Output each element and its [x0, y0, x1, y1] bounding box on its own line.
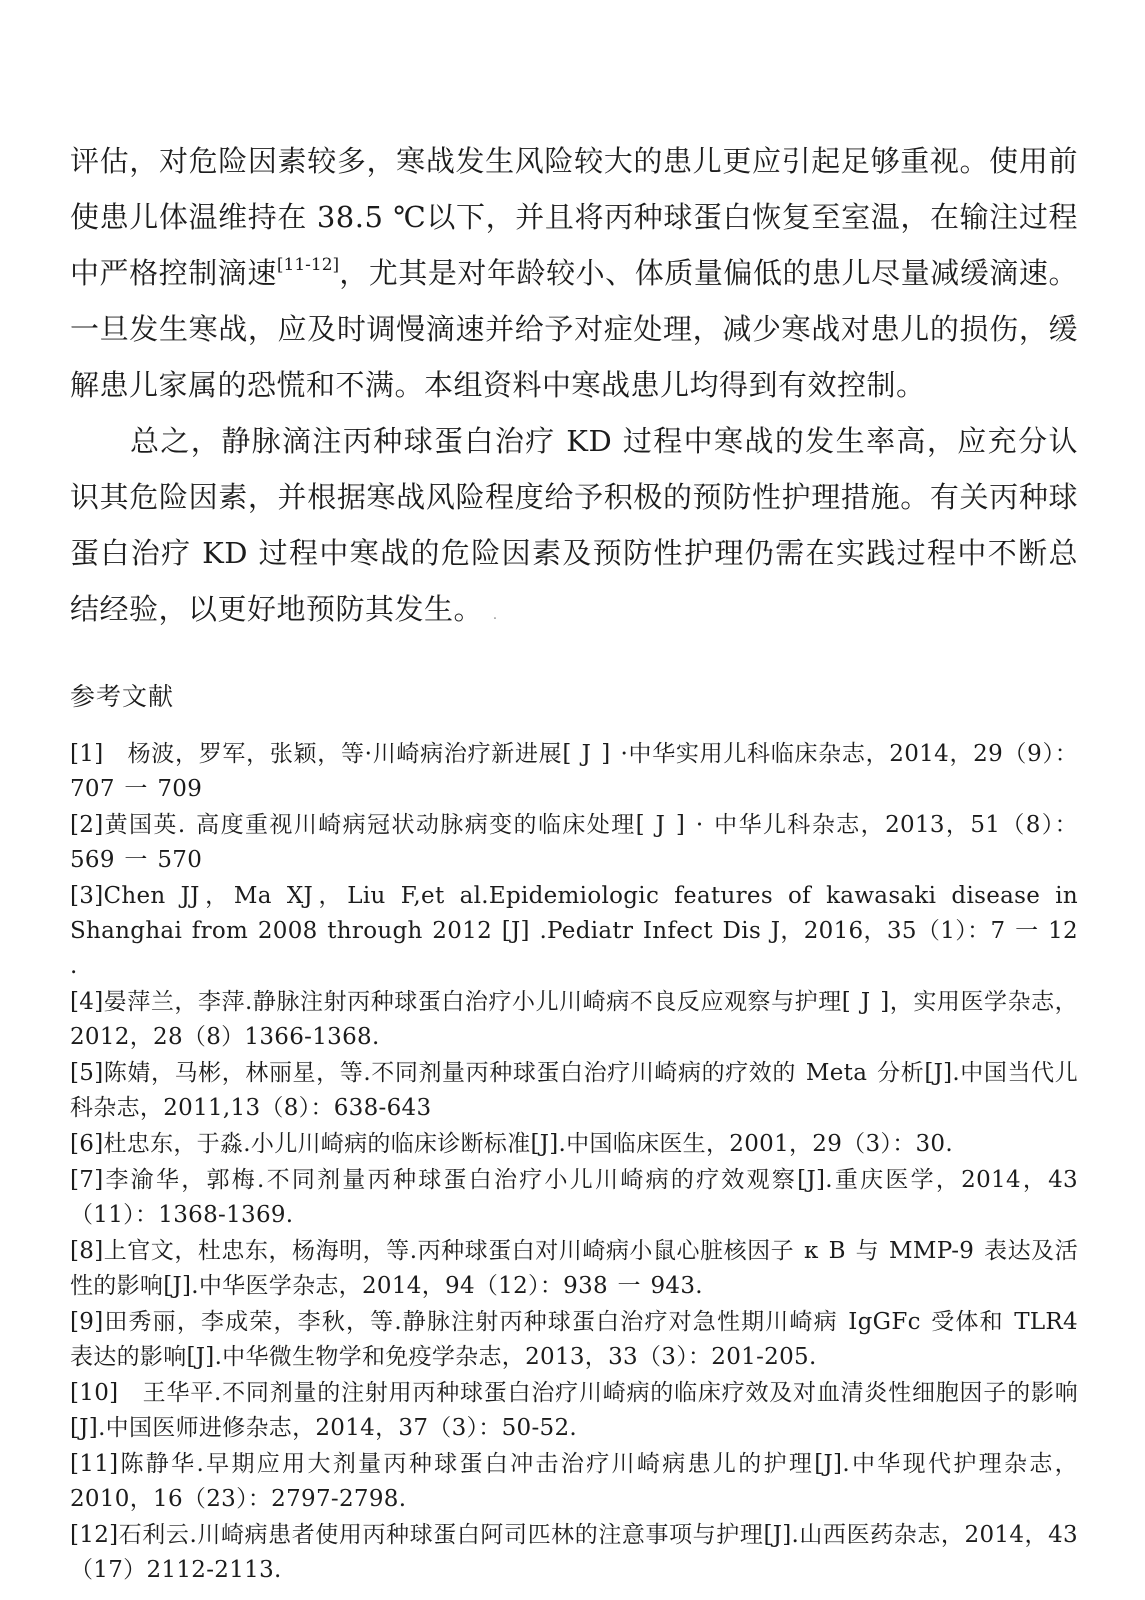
body-paragraph-1: [70, 133, 1078, 413]
reference-item-8: [8]上官文，杜忠东，杨海明，等.丙种球蛋白对川崎病小鼠心脏核因子 κ B 与 MMP-9 表达及活性的影响[J].中华医学杂志，2014，94（12）：938 一 943.: [70, 1238, 1078, 1299]
reference-item-5: [5]陈婧，马彬，林丽星，等.不同剂量丙种球蛋白治疗川崎病的疗效的 Meta 分析[J].中国当代儿科杂志，2011,13（8）：638-643: [70, 1060, 1078, 1121]
paragraph-2-text: 总之，静脉滴注丙种球蛋白治疗 KD 过程中寒战的发生率高，应充分认识其危险因素，并根据寒战风险程度给予积极的预防性护理措施。有关丙种球蛋白治疗 KD 过程中寒战的危险因素及预防性护理仍需在实践过程中不断总结经验，以更好地预防其发生。: [70, 424, 1078, 626]
citation-superscript-11-12: [11-12]: [276, 255, 340, 275]
reference-item-4: [4]晏萍兰，李萍.静脉注射丙种球蛋白治疗小儿川崎病不良反应观察与护理[ J ]，实用医学杂志，2012，28（8）1366-1368.: [70, 989, 1078, 1050]
reference-item-9: [9]田秀丽，李成荣，李秋，等.静脉注射丙种球蛋白治疗对急性期川崎病 IgGFc 受体和 TLR4 表达的影响[J].中华微生物学和免疫学杂志，2013，33（3）：201-205.: [70, 1309, 1078, 1370]
reference-item-3: [3]Chen JJ，Ma XJ，Liu F,et al.Epidemiologic features of kawasaki disease in Shanghai from 2008 through 2012 [J] .Pediatr Infect Dis J，2016，35（1）：7 一 12 .: [70, 883, 1078, 979]
reference-item-2: [2]黄国英. 高度重视川崎病冠状动脉病变的临床处理[ J ] · 中华儿科杂志，2013，51（8）：569 一 570: [70, 812, 1078, 873]
reference-item-1: [1] 杨波，罗军，张颖，等·川崎病治疗新进展[ J ] ·中华实用儿科临床杂志，2014，29（9）：707 一 709: [70, 741, 1078, 802]
references-heading: 参考文献: [70, 682, 175, 711]
reference-item-12: [12]石利云.川崎病患者使用丙种球蛋白阿司匹林的注意事项与护理[J].山西医药杂志，2014，43（17）2112-2113.: [70, 1522, 1078, 1583]
reference-item-11: [11]陈静华.早期应用大剂量丙种球蛋白冲击治疗川崎病患儿的护理[J].中华现代护理杂志，2010，16（23）：2797-2798.: [70, 1451, 1078, 1512]
reference-item-10: [10] 王华平.不同剂量的注射用丙种球蛋白治疗川崎病的临床疗效及对血清炎性细胞因子的影响[J].中国医师进修杂志，2014，37（3）：50-52.: [70, 1380, 1078, 1441]
body-paragraph-2: [70, 413, 1078, 643]
stray-dot-mark: .: [492, 607, 498, 623]
reference-item-7: [7]李渝华，郭梅.不同剂量丙种球蛋白治疗小儿川崎病的疗效观察[J].重庆医学，2014，43（11）：1368-1369.: [70, 1167, 1078, 1228]
reference-item-6: [6]杜忠东，于淼.小儿川崎病的临床诊断标准[J].中国临床医生，2001，29（3）：30.: [70, 1131, 953, 1157]
references-list: [70, 737, 1078, 1588]
paragraph-1-text-before-citation: 评估，对危险因素较多，寒战发生风险较大的患儿更应引起足够重视。使用前使患儿体温维持在 38.5 ℃以下，并且将丙种球蛋白恢复至室温，在输注过程中严格控制滴速: [70, 144, 1078, 290]
paragraph-1-text-after-citation: ，尤其是对年龄较小、体质量偏低的患儿尽量减缓滴速。一旦发生寒战，应及时调慢滴速并给予对症处理，减少寒战对患儿的损伤，缓解患儿家属的恐慌和不满。本组资料中寒战患儿均得到有效控制。: [70, 256, 1078, 402]
